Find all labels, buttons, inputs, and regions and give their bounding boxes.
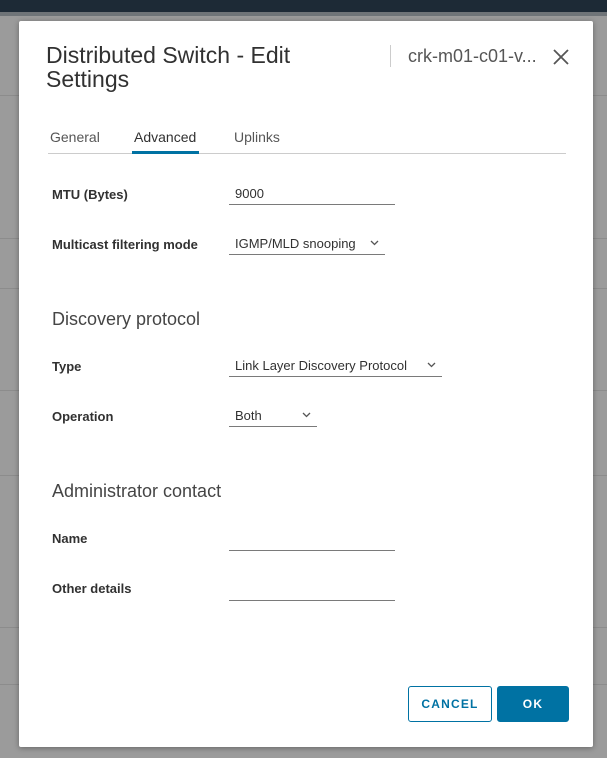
chevron-down-icon — [370, 240, 379, 246]
discovery-protocol-heading: Discovery protocol — [52, 309, 201, 329]
discovery-type-value: Link Layer Discovery Protocol — [235, 358, 407, 373]
operation-select[interactable] — [229, 407, 317, 427]
close-icon[interactable] — [552, 48, 570, 66]
chevron-down-icon — [302, 412, 311, 418]
cancel-button[interactable]: CANCEL — [408, 686, 492, 722]
operation-label: Operation — [52, 409, 114, 424]
ok-button[interactable]: OK — [497, 686, 569, 722]
discovery-type-select[interactable] — [229, 357, 442, 377]
mtu-label: MTU (Bytes) — [52, 187, 128, 202]
background-toolbar — [0, 12, 607, 16]
name-input[interactable] — [229, 531, 395, 551]
background-header — [0, 0, 607, 12]
name-label: Name — [52, 531, 88, 546]
multicast-select[interactable] — [229, 235, 385, 255]
mtu-input[interactable]: 9000 — [229, 185, 395, 205]
other-details-label: Other details — [52, 581, 132, 596]
title-separator — [390, 45, 391, 67]
other-details-input[interactable] — [229, 581, 395, 601]
dialog-title: Distributed Switch - Edit Settings — [46, 42, 291, 92]
type-label: Type — [52, 359, 82, 374]
operation-value: Both — [235, 408, 262, 423]
tab-advanced[interactable]: Advanced — [134, 129, 196, 153]
edit-settings-dialog — [19, 21, 593, 747]
chevron-down-icon — [427, 362, 436, 368]
multicast-label: Multicast filtering mode — [52, 237, 198, 252]
tab-uplinks[interactable]: Uplinks — [234, 129, 280, 145]
multicast-select-value: IGMP/MLD snooping — [235, 236, 356, 251]
dialog-subtitle: crk-m01-c01-v... — [408, 46, 537, 66]
tab-general[interactable]: General — [50, 129, 100, 145]
tab-bar — [48, 129, 566, 154]
administrator-contact-heading: Administrator contact — [52, 481, 222, 501]
